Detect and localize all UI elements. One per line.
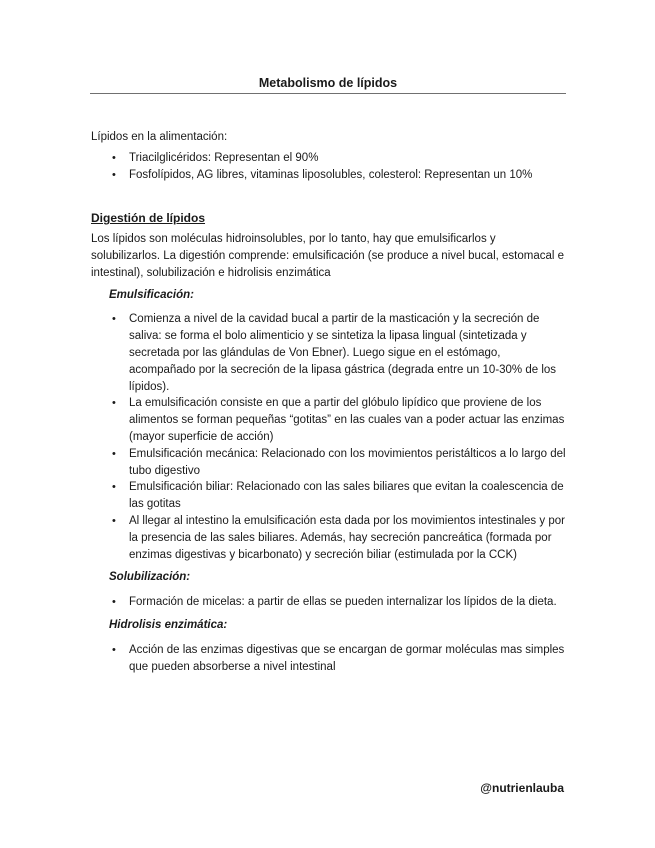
subheading-emulsification: Emulsificación:	[109, 288, 194, 301]
list-item: • Emulsificación mecánica: Relacionado con los movimientos peristálticos a lo largo del tubo digestivo	[91, 446, 567, 480]
list-item: • Comienza a nivel de la cavidad bucal a partir de la masticación y la secreción de saliva: se forma el bolo alimenticio y se sintetiza la lipasa lingual (sintetizada y secretada por las glándulas de Von Ebner). Luego sigue en el estómago, acompañado por la secreción de la lipasa gástrica (degrada entre un 10-30% de los lípidos).	[91, 311, 567, 395]
list-item: • Triacilglicéridos: Representan el 90%	[91, 150, 567, 167]
list-item: • Emulsificación biliar: Relacionado con las sales biliares que evitan la coalescencia de las gotitas	[91, 479, 567, 513]
list-item: • Formación de micelas: a partir de ellas se pueden internalizar los lípidos de la dieta.	[91, 594, 567, 611]
list-item: • La emulsificación consiste en que a partir del glóbulo lipídico que proviene de los alimentos se forman pequeñas “gotitas” en las cuales van a poder actuar las enzimas (mayor superficie de acción)	[91, 395, 567, 445]
intro-label: Lípidos en la alimentación:	[91, 131, 228, 143]
footer-handle: @nutrienlauba	[480, 781, 564, 795]
list-item: • Acción de las enzimas digestivas que se encargan de gormar moléculas mas simples que pueden absorberse a nivel intestinal	[91, 642, 567, 676]
digestion-paragraph: Los lípidos son moléculas hidroinsolubles, por lo tanto, hay que emulsificarlos y solubilizarlos. La digestión comprende: emulsificación (se produce a nivel bucal, estomacal e intestinal), solubilización e hidrolisis enzimática	[91, 233, 565, 279]
solubilization-list	[91, 594, 567, 611]
list-item: • Fosfolípidos, AG libres, vitaminas liposolubles, colesterol: Representan un 10%	[91, 167, 567, 184]
hydrolysis-list	[91, 642, 567, 676]
section-heading-digestion: Digestión de lípidos	[91, 211, 206, 226]
list-item: • Al llegar al intestino la emulsificación esta dada por los movimientos intestinales y por la presencia de las sales biliares. Además, hay secreción pancreática (formada por enzimas digestivas y bicarbonato) y secreción biliar (estimulada por la CCK)	[91, 513, 567, 563]
emulsification-list	[91, 311, 567, 563]
document-body	[91, 129, 567, 681]
subheading-hydrolysis: Hidrolisis enzimática:	[109, 618, 228, 631]
subheading-solubilization: Solubilización:	[109, 571, 191, 584]
page-title: Metabolismo de lípidos	[258, 76, 398, 90]
intro-list	[91, 150, 567, 184]
title-underline	[90, 93, 566, 94]
